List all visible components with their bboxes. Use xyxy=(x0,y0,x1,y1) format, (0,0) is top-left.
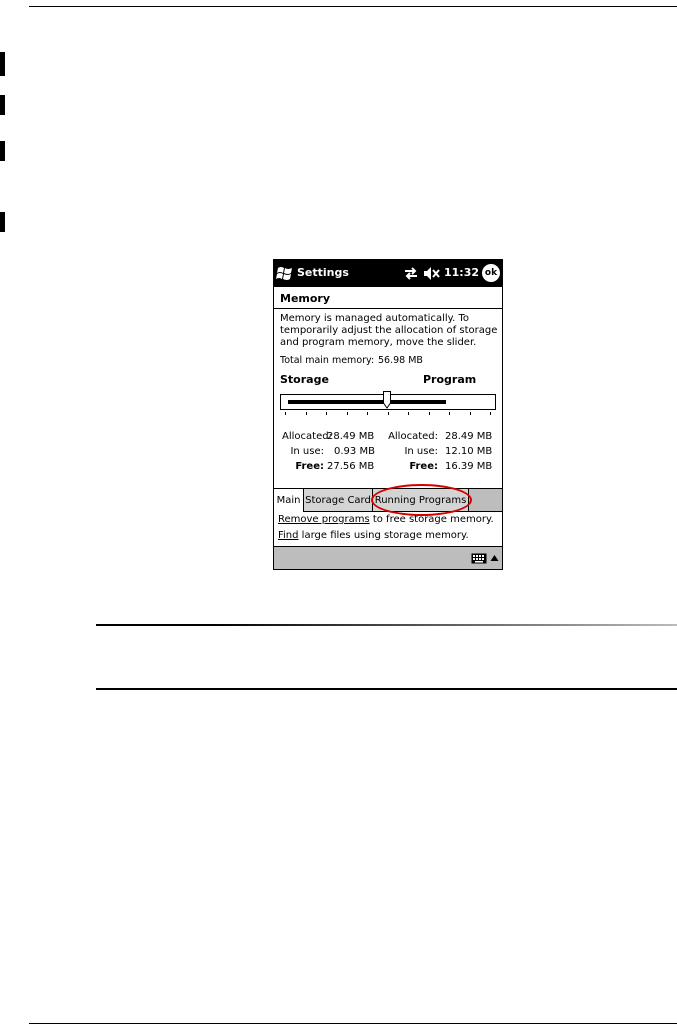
remove-programs-text: to free storage memory. xyxy=(369,514,494,525)
up-arrow-icon[interactable] xyxy=(490,554,499,562)
remove-programs-line xyxy=(278,514,494,525)
change-bar xyxy=(0,212,5,232)
storage-in-use-label: In use: xyxy=(290,446,324,457)
total-memory-label: Total main memory: xyxy=(280,355,375,366)
program-allocated-value: 28.49 MB xyxy=(445,431,493,442)
slider-tick xyxy=(408,412,409,415)
storage-free-label: Free: xyxy=(295,461,324,472)
slider-tick xyxy=(490,412,491,415)
slider-tick xyxy=(306,412,307,415)
slider-tick xyxy=(470,412,471,415)
clock[interactable]: 11:32 xyxy=(444,266,480,279)
app-title: Settings xyxy=(297,266,349,279)
pocket-pc-screen xyxy=(273,259,503,570)
find-files-line xyxy=(278,530,469,541)
connection-arrows-icon[interactable] xyxy=(403,266,419,281)
program-free-label: Free: xyxy=(409,461,438,472)
change-bar xyxy=(0,52,5,76)
navigation-bar xyxy=(274,260,502,287)
windows-flag-icon[interactable] xyxy=(276,263,295,283)
program-free-value: 16.39 MB xyxy=(445,461,493,472)
slider-tick xyxy=(429,412,430,415)
tab-storage-card[interactable]: Storage Card xyxy=(304,489,373,511)
program-in-use-value: 12.10 MB xyxy=(445,446,493,457)
memory-description: Memory is managed automatically. To temporarily adjust the allocation of storage and program memory, move the slider. xyxy=(280,313,498,348)
tab-running-programs[interactable]: Running Programs xyxy=(373,489,469,511)
change-bar xyxy=(0,95,5,115)
find-link[interactable]: Find xyxy=(278,530,299,541)
slider-tick xyxy=(449,412,450,415)
remove-programs-link[interactable]: Remove programs xyxy=(278,514,370,525)
slider-tick xyxy=(388,412,389,415)
page-title: Memory xyxy=(280,292,331,305)
slider-tick xyxy=(285,412,286,415)
slider-tick xyxy=(367,412,368,415)
note-rule-bottom xyxy=(96,688,677,690)
storage-label: Storage xyxy=(280,373,329,386)
total-memory-value: 56.98 MB xyxy=(378,355,423,366)
ok-button[interactable]: ok xyxy=(482,264,500,282)
find-files-text: large files using storage memory. xyxy=(298,530,469,541)
slider-fill xyxy=(288,400,446,404)
memory-slider-thumb[interactable] xyxy=(383,391,391,409)
slider-tick xyxy=(326,412,327,415)
tab-main[interactable]: Main xyxy=(274,489,304,512)
page-header-rule xyxy=(29,6,677,7)
page-title-bar xyxy=(274,288,502,309)
slider-tick xyxy=(347,412,348,415)
program-in-use-label: In use: xyxy=(404,446,438,457)
command-bar xyxy=(274,546,502,570)
keyboard-icon[interactable] xyxy=(471,553,487,564)
storage-in-use-value: 0.93 MB xyxy=(334,446,375,457)
storage-allocated-label: Allocated: xyxy=(282,431,332,442)
program-allocated-label: Allocated: xyxy=(388,431,438,442)
page-footer-rule xyxy=(29,1023,677,1024)
note-rule-top xyxy=(96,624,677,626)
change-bar xyxy=(0,141,5,161)
storage-allocated-value: 28.49 MB xyxy=(327,431,375,442)
speaker-muted-icon[interactable] xyxy=(423,266,441,281)
tab-strip xyxy=(274,488,502,512)
storage-free-value: 27.56 MB xyxy=(327,461,375,472)
program-label: Program xyxy=(423,373,477,386)
